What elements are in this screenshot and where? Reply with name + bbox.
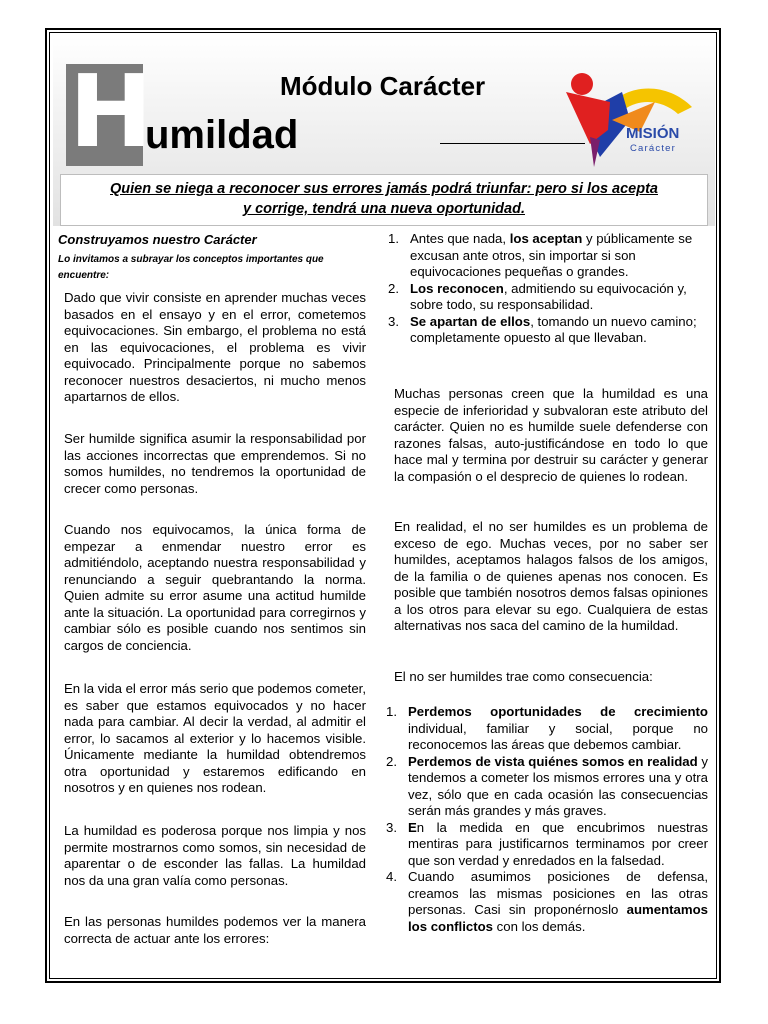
- right-paragraph-3: El no ser humildes trae como consecuencia:: [394, 669, 653, 684]
- list-item: 1. Antes que nada, los aceptan y públicamente se excusan ante otros, sin importar si son equivocaciones pequeñas o grandes.: [388, 231, 693, 279]
- section-title: Construyamos nuestro Carácter: [58, 232, 257, 247]
- quote-line-1: Quien se niega a reconocer sus errores jamás podrá triunfar: pero si los acepta: [110, 181, 658, 197]
- quote-line-2: y corrige, tendrá una nueva oportunidad.: [243, 201, 525, 217]
- list-item: 1. Perdemos oportunidades de crecimiento individual, familiar y social, porque no reconocemos las áreas que debemos cambiar.: [386, 704, 708, 752]
- left-paragraph-1: Dado que vivir consiste en aprender muchas veces basados en el ensayo y en el error, cometemos equivocaciones. Sin embargo, el problema no está en las equivocaciones, el problema es vivir equivocado. Principalmente porque no sabemos reconocer nuestros desaciertos, ni mucho menos apartarnos de ellos.: [64, 290, 366, 404]
- left-paragraph-5: La humildad es poderosa porque nos limpia y nos permite mostrarnos como somos, sin necesidad de aparentar o de esconder las fallas. La humildad nos da una gran valía como personas.: [64, 823, 366, 888]
- section-instruction: Lo invitamos a subrayar los conceptos importantes que encuentre:: [58, 254, 324, 281]
- left-paragraph-3: Cuando nos equivocamos, la única forma de empezar a enmendar nuestro error es admitiéndolo, aceptando nuestra responsabilidad y renunciando a seguir quebrantando la norma. Quien admite su error asume una actitud humilde ante la situación. La oportunidad para corregirnos y cambiar sólo es posible cuando nos sentimos sin cargos de conciencia.: [64, 522, 366, 653]
- mision-caracter-logo: [560, 62, 710, 172]
- logo-head-dot: [571, 73, 593, 95]
- module-title: Módulo Carácter: [280, 71, 486, 101]
- list-item: 4. Cuando asumimos posiciones de defensa, creamos las mismas posiciones en las otras personas. Casi sin proponérnoslo aumentamos los conflictos con los demás.: [386, 869, 708, 934]
- list-item: 3. Se apartan de ellos, tomando un nuevo camino; completamente opuesto al que llevaban.: [388, 313, 697, 345]
- consequences-list: [386, 704, 708, 935]
- right-paragraph-1: Muchas personas creen que la humildad es una especie de inferioridad y subvaloran este atributo del carácter. Quien no es humilde suele defenderse con razones falsas, auto-justificándose en todo lo que hace mal y termina por destruir su carácter y generar la compasión o el desprecio de quienes lo rodean.: [394, 386, 708, 484]
- logo-sub: Carácter: [630, 143, 677, 154]
- quote-box: [60, 174, 708, 226]
- list-item: 2. Los reconocen, admitiendo su equivocación y, sobre todo, su responsabilidad.: [388, 280, 687, 312]
- title-big-letter: H: [69, 53, 153, 170]
- list-item: 2. Perdemos de vista quiénes somos en realidad y tendemos a cometer los mismos errores una y otra vez, sólo que en cada ocasión las consecuencias serán más grandes y más graves.: [386, 753, 708, 818]
- ways-list: [388, 231, 710, 347]
- right-paragraph-2: En realidad, el no ser humildes es un problema de exceso de ego. Muchas veces, por no saber ser humildes, aceptamos halagos falsos de los amigos, de la familia o de quienes apenas nos conocen. Es posible que también nosotros demos falsas opiniones a los otros para elevar su ego. Cualquiera de estas alternativas nos saca del camino de la humildad.: [394, 519, 708, 633]
- left-paragraph-6: En las personas humildes podemos ver la manera correcta de actuar ante los errores:: [64, 914, 366, 946]
- left-paragraph-4: En la vida el error más serio que podemos cometer, es saber que estamos equivocados y no hacer nada para cambiar. Al decir la verdad, al admitir el error, lo sacamos al exterior y lo hacemos visible. Únicamente mediante la humildad obtendremos otra oportunidad y estaremos edificando en nosotros y en quienes nos rodean.: [64, 681, 366, 795]
- list-item: 3. En la medida en que encubrimos nuestras mentiras para justificarnos terminamos por creer que son verdad y enredados en la falsedad.: [386, 819, 708, 868]
- left-paragraph-2: Ser humilde significa asumir la responsabilidad por las acciones incorrectas que emprendemos. Si no somos humildes, no tendremos la oportunidad de crecer como personas.: [64, 431, 366, 496]
- page-title: umildad: [145, 113, 299, 157]
- logo-word: MISIÓN: [626, 125, 680, 142]
